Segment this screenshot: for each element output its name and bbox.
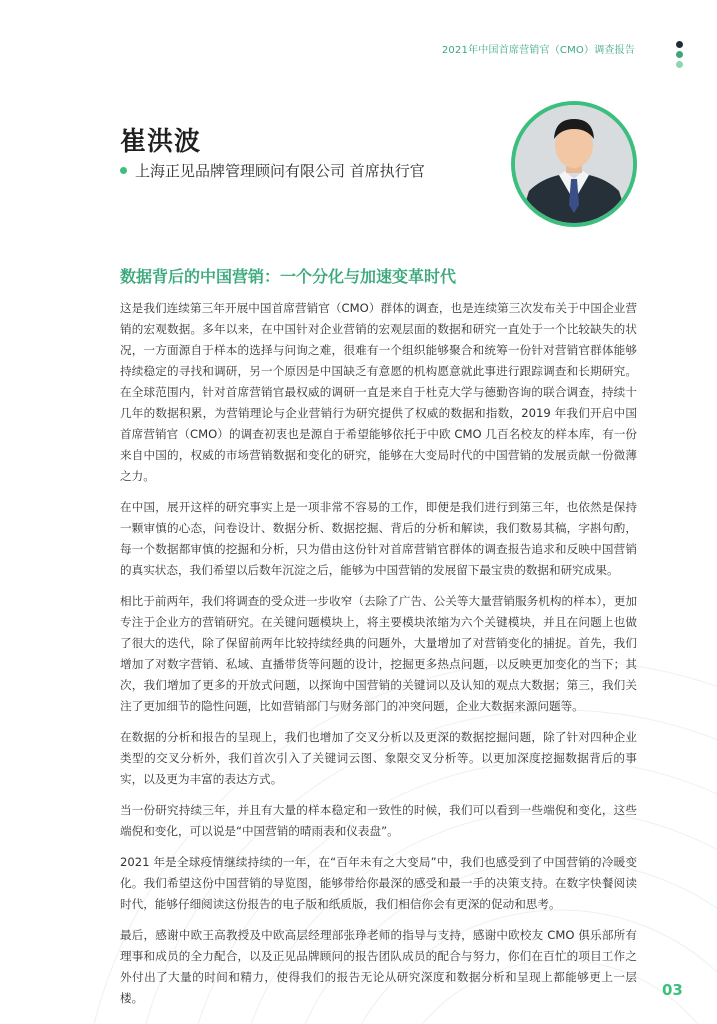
paragraph: 2021 年是全球疫情继续持续的一年，在“百年未有之大变局”中，我们也感受到了中国营销的冷暖变化。我们希望这份中国营销的导览图，能够带给你最深的感受和最一手的决策支持。在数字快餐阅读时代，能够仔细阅读这份报告的电子版和纸质版，我们相信你会有更深的促动和思考。 [120,855,637,911]
affiliation-text: 上海正见品牌管理顾问有限公司 首席执行官 [135,162,425,180]
page-number: 03 [662,981,683,999]
paragraph: 这是我们连续第三年开展中国首席营销官（CMO）群体的调查，也是连续第三次发布关于中国企业营销的宏观数据。多年以来，在中国针对企业营销的宏观层面的数据和研究一直处于一个比较缺失的状况，一方面源自于样本的选择与问询之难，很难有一个组织能够聚合和统筹一份针对营销官群体能够持续稳定的寻找和调研，另一个原因是中国缺乏有意愿的机构愿意就此事进行跟踪调查和长期研究。在全球范围内，针对首席营销官最权威的调研一直是来自于杜克大学与德勤咨询的联合调查，持续十几年的数据积累，为营销理论与企业营销行为研究提供了权威的数据和指数，2019 年我们开启中国首席营销官（CMO）的调查初衷也是源自于希望能够依托于中欧 CMO 几百名校友的样本库，有一份来自中国的，权威的市场营销数据和变化的研究，能够在大变局时代的中国营销的发展贡献一份微薄之力。 [120,301,637,483]
author-affiliation [120,160,425,181]
author-portrait [511,101,637,227]
author-name: 崔洪波 [120,127,202,157]
light-green-dot-icon [676,61,683,68]
dark-dot-icon [676,41,683,48]
paragraph: 在中国，展开这样的研究事实上是一项非常不容易的工作，即便是我们进行到第三年，也依然是保持一颗审慎的心态，问卷设计、数据分析、数据挖掘、背后的分析和解读，我们数易其稿，字斟句酌，每一个数据都审慎的挖掘和分析，只为借由这份针对首席营销官群体的调查报告追求和反映中国营销的真实状态，我们希望以后数年沉淀之后，能够为中国营销的发展留下最宝贵的数据和研究成果。 [120,500,637,577]
bullet-dot-icon [120,167,127,174]
article-body [120,298,637,1019]
header-dots-decoration [676,41,684,71]
section-title: 数据背后的中国营销：一个分化与加速变革时代 [120,267,457,286]
paragraph: 相比于前两年，我们将调查的受众进一步收窄（去除了广告、公关等大量营销服务机构的样本），更加专注于企业方的营销研究。在关键问题模块上，将主要模块浓缩为六个关键模块，并且在问题上也做了很大的迭代，除了保留前两年比较持续经典的问题外，大量增加了对营销变化的捕捉。首先，我们增加了对数字营销、私域、直播带货等问题的设计，挖掘更多热点问题，以反映更加变化的当下；其次，我们增加了更多的开放式问题，以探询中国营销的关键词以及认知的观点大数据；第三，我们关注了更加细节的隐性问题，比如营销部门与财务部门的冲突问题，企业大数据来源问题等。 [120,594,637,713]
paragraph: 当一份研究持续三年，并且有大量的样本稳定和一致性的时候，我们可以看到一些端倪和变化，这些端倪和变化，可以说是“中国营销的晴雨表和仪表盘”。 [120,803,637,838]
paragraph: 最后，感谢中欧王高教授及中欧高层经理部张琤老师的指导与支持，感谢中欧校友 CMO 俱乐部所有理事和成员的全力配合，以及正见品牌顾问的报告团队成员的配合与努力，你们在百忙的项目工作之外付出了大量的时间和精力，使得我们的报告无论从研究深度和数据分析和呈现上都能够更上一层楼。 [120,928,637,1005]
green-dot-icon [676,51,683,58]
report-header-title: 2021年中国首席营销官（CMO）调查报告 [441,45,635,56]
paragraph: 在数据的分析和报告的呈现上，我们也增加了交叉分析以及更深的数据挖掘问题，除了针对四种企业类型的交叉分析外，我们首次引入了关键词云图、象限交叉分析等。以更加深度挖掘数据背后的事实，以及更为丰富的表达方式。 [120,730,637,786]
portrait-person-icon [515,105,633,223]
